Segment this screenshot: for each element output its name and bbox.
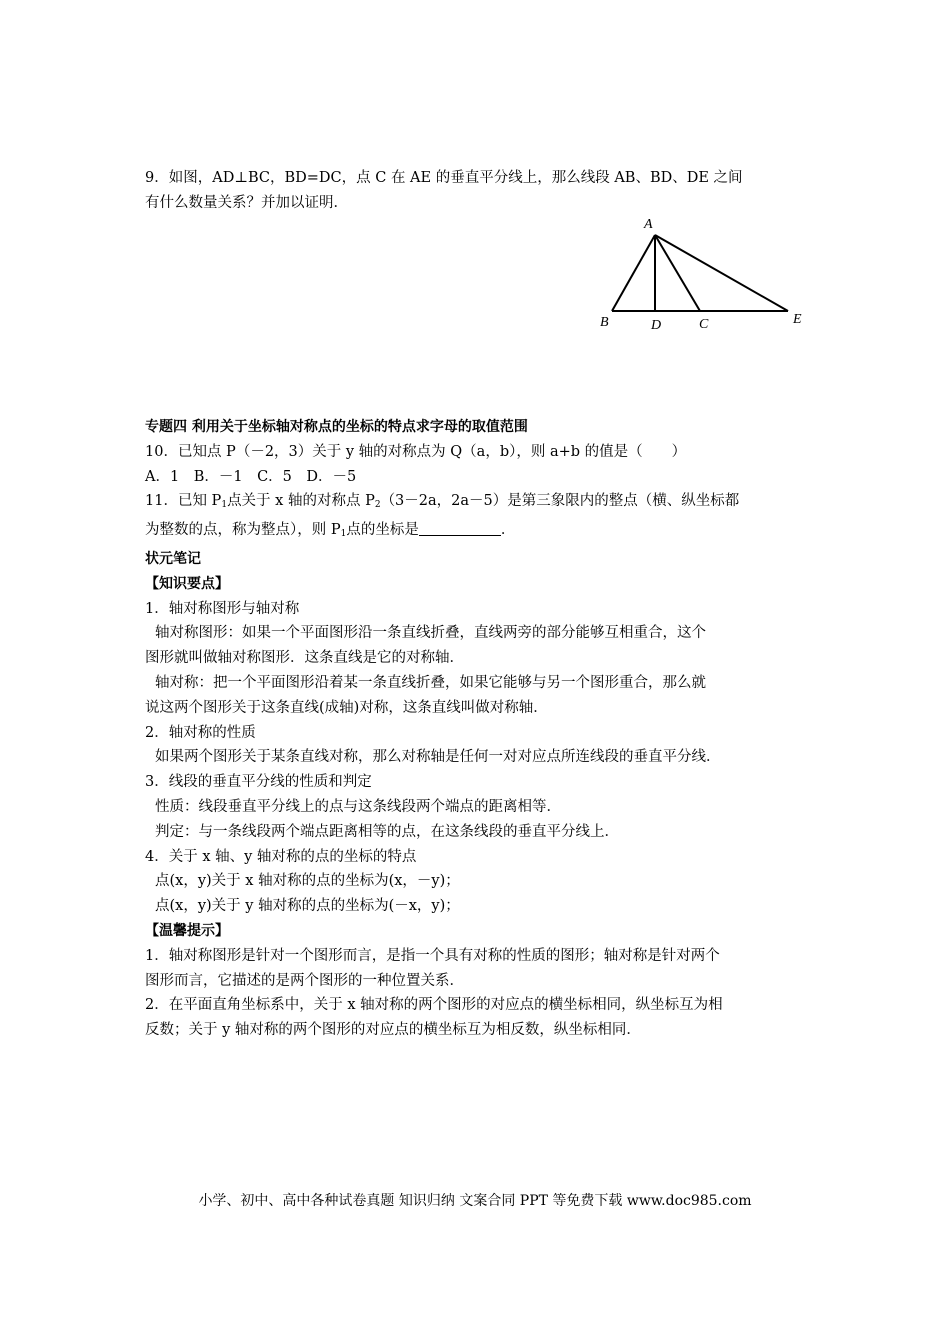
- knowledge-1a: 轴对称图形：如果一个平面图形沿一条直线折叠，直线两旁的部分能够互相重合，这个: [155, 625, 706, 642]
- main-content: [145, 415, 810, 1043]
- label-e: E: [793, 312, 802, 327]
- tips-title: 【温馨提示】: [145, 922, 229, 939]
- knowledge-4: 4．关于 x 轴、y 轴对称的点的坐标的特点: [145, 848, 417, 865]
- q11-sub: 2: [374, 500, 381, 511]
- notes-title: 状元笔记: [145, 550, 201, 567]
- label-b: B: [600, 315, 609, 330]
- q10: 10．已知点 P（－2，3）关于 y 轴的对称点为 Q（a，b），则 a+b 的值是（ ）: [145, 443, 687, 460]
- knowledge-1: 1．轴对称图形与轴对称: [145, 600, 300, 617]
- knowledge-1d: 说这两个图形关于这条直线(成轴)对称，这条直线叫做对称轴．: [145, 699, 548, 716]
- footer-text: 小学、初中、高中各种试卷真题 知识归纳 文案合同 PPT 等免费下载 www.doc985.com: [198, 1193, 752, 1209]
- knowledge-2a: 如果两个图形关于某条直线对称，那么对称轴是任何一对对应点所连线段的垂直平分线．: [155, 749, 721, 766]
- question-9: [145, 166, 810, 216]
- q9-line1: 9．如图，AD⊥BC，BD=DC，点 C 在 AE 的垂直平分线上，那么线段 AB、BD、DE 之间: [145, 170, 743, 186]
- q11-text: 为整数的点，称为整点），则 P: [145, 522, 341, 539]
- segment-ab: [612, 235, 655, 311]
- knowledge-3b: 判定：与一条线段两个端点距离相等的点，在这条线段的垂直平分线上．: [155, 823, 619, 840]
- label-c: C: [699, 317, 709, 332]
- q11-sub: 1: [340, 529, 347, 540]
- knowledge-4a: 点(x，y)关于 x 轴对称的点的坐标为(x，－y)；: [155, 873, 460, 890]
- segment-ac: [655, 235, 700, 311]
- answer-blank: [419, 521, 501, 536]
- knowledge-1c: 轴对称：把一个平面图形沿着某一条直线折叠，如果它能够与另一个图形重合，那么就: [155, 674, 706, 691]
- knowledge-3a: 性质：线段垂直平分线上的点与这条线段两个端点的距离相等．: [155, 798, 561, 815]
- q11-end: ．: [500, 522, 516, 539]
- tip-1b: 图形而言，它描述的是两个图形的一种位置关系．: [145, 972, 464, 989]
- knowledge-1b: 图形就叫做轴对称图形．这条直线是它的对称轴．: [145, 650, 464, 667]
- q10-options: A．1 B．－1 C．5 D．－5: [145, 468, 357, 485]
- tip-2a: 2．在平面直角坐标系中，关于 x 轴对称的两个图形的对应点的横坐标相同，纵坐标互为相: [145, 997, 723, 1014]
- triangle-figure: [590, 210, 820, 340]
- q11-text: 点关于 x 轴的对称点 P: [227, 493, 375, 510]
- knowledge-2: 2．轴对称的性质: [145, 724, 256, 741]
- knowledge-3: 3．线段的垂直平分线的性质和判定: [145, 774, 372, 791]
- knowledge-title: 【知识要点】: [145, 575, 229, 592]
- q11-text: （3－2a，2a－5）是第三象限内的整点（横、纵坐标都: [380, 493, 740, 510]
- label-d: D: [651, 318, 662, 333]
- q11-text: 11．已知 P: [145, 493, 222, 510]
- label-a: A: [644, 217, 653, 232]
- tip-2b: 反数；关于 y 轴对称的两个图形的对应点的横坐标互为相反数，纵坐标相同．: [145, 1022, 641, 1039]
- q11-text: 点的坐标是: [346, 522, 419, 539]
- q11-line2: [145, 518, 810, 547]
- q11-line1: [145, 489, 810, 518]
- q11-sub: 1: [221, 500, 228, 511]
- knowledge-4b: 点(x，y)关于 y 轴对称的点的坐标为(－x，y)；: [155, 898, 460, 915]
- tip-1a: 1．轴对称图形是针对一个图形而言，是指一个具有对称的性质的图形；轴对称是针对两个: [145, 947, 720, 964]
- q9-line2: 有什么数量关系？并加以证明．: [145, 194, 348, 211]
- segment-ae: [655, 235, 788, 311]
- section4-title: 专题四 利用关于坐标轴对称点的坐标的特点求字母的取值范围: [145, 419, 528, 435]
